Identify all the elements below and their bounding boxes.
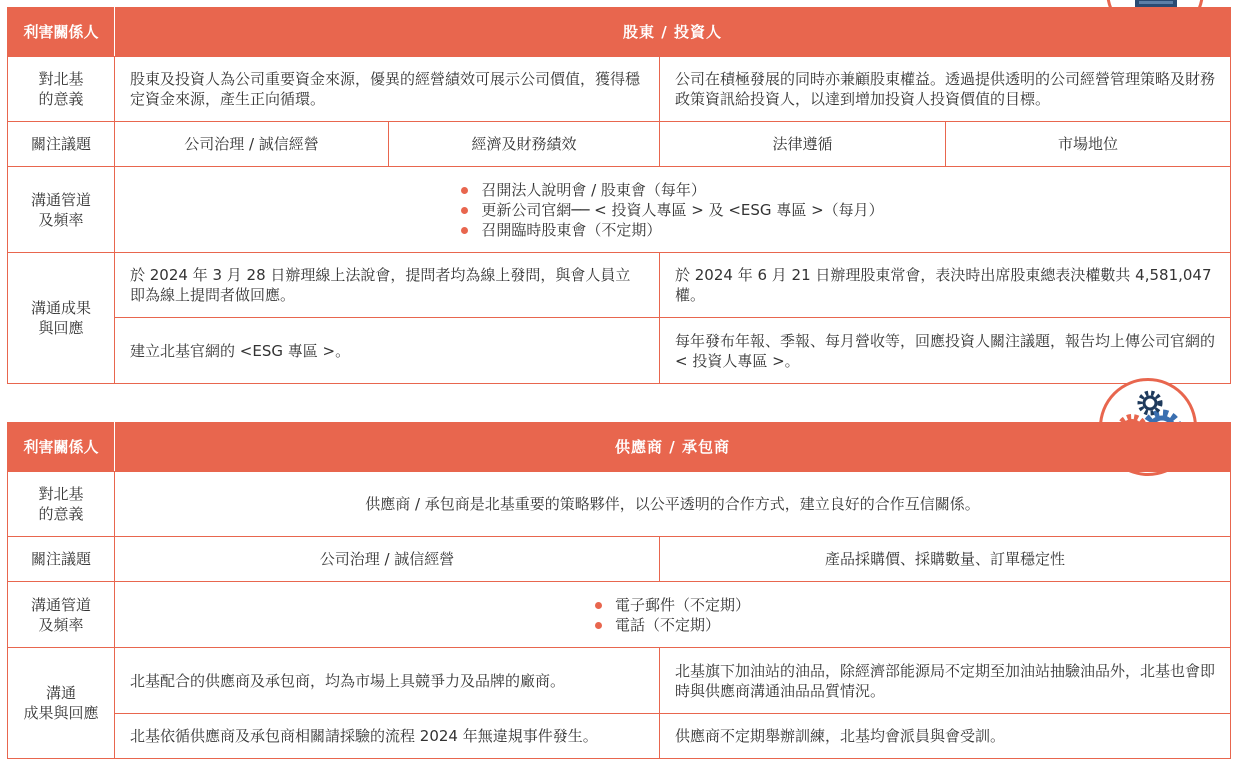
result-cell: 每年發布年報、季報、每月營收等，回應投資人關注議題，報告均上傳公司官網的 < 投資人專區 >。 <box>660 318 1231 384</box>
meaning-left: 股東及投資人為公司重要資金來源，優異的經營績效可展示公司價值，獲得穩定資金來源，產生正向循環。 <box>115 57 660 122</box>
channel-list <box>595 595 750 635</box>
topic-cell: 公司治理 / 誠信經營 <box>115 537 660 582</box>
topic-cell: 經濟及財務績效 <box>389 122 660 167</box>
topics-label: 關注議題 <box>8 537 115 582</box>
result-cell: 於 2024 年 3 月 28 日辦理線上法說會，提問者均為線上發問，與會人員立即為線上提問者做回應。 <box>115 253 660 318</box>
topic-cell: 產品採購價、採購數量、訂單穩定性 <box>660 537 1231 582</box>
channel-cell <box>115 582 1231 648</box>
meaning-label: 對北基 的意義 <box>8 472 115 537</box>
result-cell: 於 2024 年 6 月 21 日辦理股東常會，表決時出席股東總表決權數共 4,581,047 權。 <box>660 253 1231 318</box>
topics-label: 關注議題 <box>8 122 115 167</box>
list-item: 召開法人說明會 / 股東會（每年） <box>461 180 883 200</box>
meaning-cell: 供應商 / 承包商是北基重要的策略夥伴，以公平透明的合作方式，建立良好的合作互信關係。 <box>115 472 1231 537</box>
list-item: 電話（不定期） <box>595 615 750 635</box>
channel-label: 溝通管道 及頻率 <box>8 167 115 253</box>
topic-cell: 法律遵循 <box>660 122 946 167</box>
result-cell: 建立北基官網的 <ESG 專區 >。 <box>115 318 660 384</box>
channel-list <box>461 180 883 240</box>
list-item: 召開臨時股東會（不定期） <box>461 220 883 240</box>
channel-label: 溝通管道 及頻率 <box>8 582 115 648</box>
result-label: 溝通成果 與回應 <box>8 253 115 384</box>
channel-cell <box>115 167 1231 253</box>
result-cell: 北基配合的供應商及承包商，均為市場上具競爭力及品牌的廠商。 <box>115 648 660 714</box>
result-label: 溝通 成果與回應 <box>8 648 115 759</box>
list-item: 更新公司官網── < 投資人專區 > 及 <ESG 專區 >（每月） <box>461 200 883 220</box>
stakeholder-table-investors <box>7 7 1231 384</box>
result-cell: 北基依循供應商及承包商相關請採驗的流程 2024 年無違規事件發生。 <box>115 714 660 759</box>
header-label: 利害關係人 <box>8 8 115 57</box>
header-label: 利害關係人 <box>8 423 115 472</box>
topic-cell: 市場地位 <box>946 122 1231 167</box>
list-item: 電子郵件（不定期） <box>595 595 750 615</box>
meaning-label: 對北基 的意義 <box>8 57 115 122</box>
result-cell: 北基旗下加油站的油品，除經濟部能源局不定期至加油站抽驗油品外，北基也會即時與供應商溝通油品品質情況。 <box>660 648 1231 714</box>
section-title: 股東 / 投資人 <box>115 8 1231 57</box>
meaning-right: 公司在積極發展的同時亦兼顧股東權益。透過提供透明的公司經營管理策略及財務政策資訊給投資人，以達到增加投資人投資價值的目標。 <box>660 57 1231 122</box>
stakeholder-table-suppliers <box>7 422 1231 759</box>
result-cell: 供應商不定期舉辦訓練，北基均會派員與會受訓。 <box>660 714 1231 759</box>
topic-cell: 公司治理 / 誠信經營 <box>115 122 389 167</box>
section-title: 供應商 / 承包商 <box>115 423 1231 472</box>
